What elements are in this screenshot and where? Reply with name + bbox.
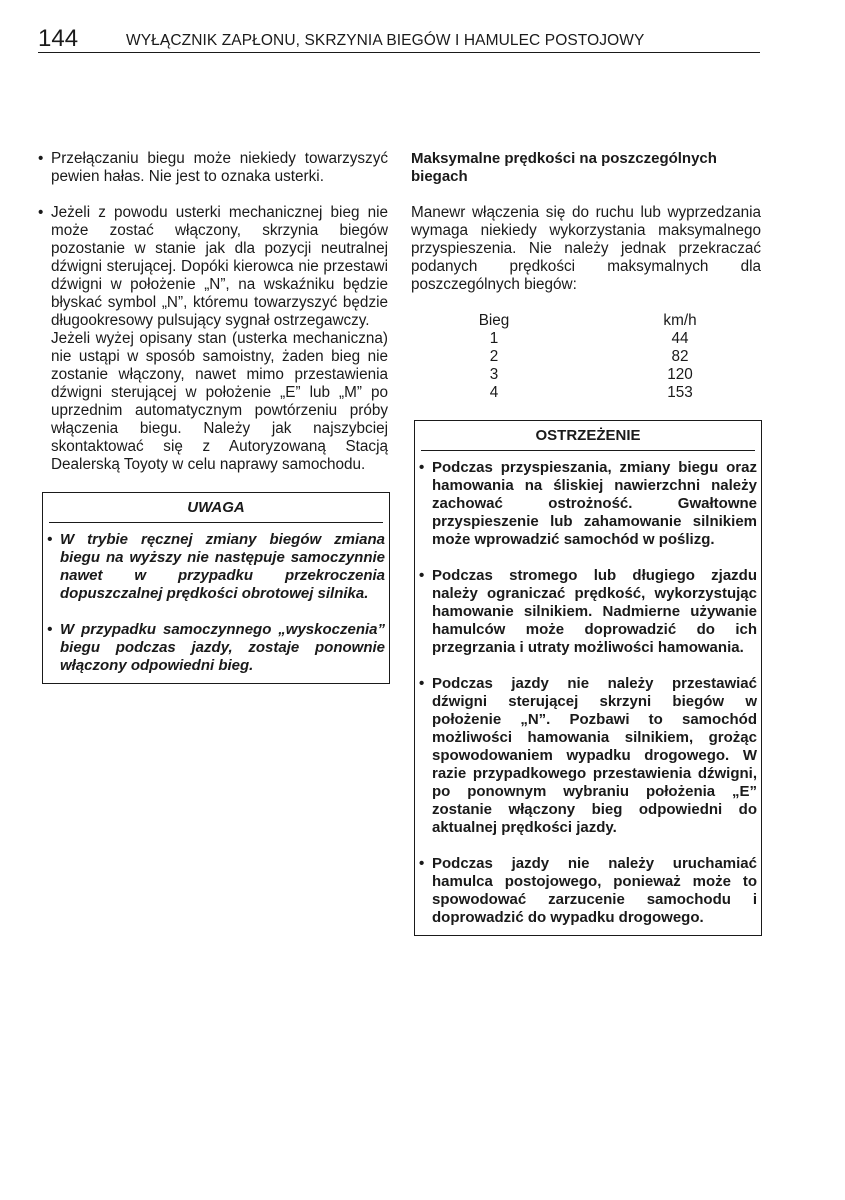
column-header-gear: Bieg (478, 312, 510, 329)
uwaga-item: • W przypadku samoczynnego „wyskoczenia” biegu podczas jazdy, zostaje ponownie włączony odpowiedni bieg. (47, 621, 385, 675)
table-header-row (475, 312, 710, 330)
table-row (475, 366, 710, 384)
page-header (38, 26, 760, 53)
ostrzezenie-divider (421, 450, 755, 451)
column-header-speed: km/h (663, 312, 697, 329)
section-title-max-speeds: Maksymalne prędkości na poszczególnych biegach (411, 150, 717, 185)
speed-cell: 82 (671, 348, 689, 365)
uwaga-box (42, 492, 390, 684)
bullet-gear-noise: • Przełączaniu biegu może niekiedy towarzyszyć pewien hałas. Nie jest to oznaka usterki. (38, 150, 388, 186)
uwaga-item: • W trybie ręcznej zmiany biegów zmiana biegu na wyższy nie następuje samoczynnie nawet w przypadku przekroczenia dopuszczalnej prędkości obrotowej silnika. (47, 531, 385, 603)
warning-item: • Podczas stromego lub długiego zjazdu należy ograniczać prędkość, wykorzystując hamowanie silnikiem. Nadmierne używanie hamulców może doprowadzić do ich przegrzania i utraty możliwości hamowania. (419, 567, 757, 657)
warning-item: • Podczas jazdy nie należy przestawiać dźwigni sterującej skrzyni biegów w położenie „N”. Pozbawi to samochód możliwości hamowania silnikiem, grożąc spowodowaniem wypadku drogowego. W razie przypadkowego przestawienia dźwigni, po ponownym wybraniu położenia „E” zostanie włączony bieg odpowiedni do aktualnej prędkości jazdy. (419, 675, 757, 837)
bullet-mechanical-fault: • Jeżeli z powodu usterki mechanicznej bieg nie może zostać włączony, skrzynia biegów pozostanie w stanie jak dla pozycji neutralnej dźwigni sterującej. Dopóki kierowca nie przestawi dźwigni w położenie „N”, na wskaźniku będzie błyskać symbol „N”, któremu towarzyszyć będzie długookresowy pulsujący sygnał ostrzegawczy. (38, 204, 388, 330)
warning-item: • Podczas jazdy nie należy uruchamiać hamulca postojowego, ponieważ może to spowodować zarzucenie samochodu i doprowadzić do wypadku drogowego. (419, 855, 757, 927)
gear-cell: 1 (489, 330, 499, 347)
max-speed-table (475, 312, 710, 402)
max-speed-intro: Manewr włączenia się do ruchu lub wyprzedzania wymaga niekiedy wykorzystania maksymalnego przyspieszenia. Nie należy jednak przekraczać podanych prędkości maksymalnych dla poszczególnych biegów: (411, 204, 761, 293)
ostrzezenie-title: OSTRZEŻENIE (535, 427, 641, 444)
gear-cell: 2 (489, 348, 499, 365)
page-number: 144 (38, 25, 79, 52)
gear-cell: 4 (489, 384, 499, 401)
table-row (475, 348, 710, 366)
warning-item: • Podczas przyspieszania, zmiany biegu oraz hamowania na śliskiej nawierzchni należy zachować ostrożność. Gwałtowne przyspieszenie lub zahamowanie silnikiem może wprowadzić samochód w poślizg. (419, 459, 757, 549)
speed-cell: 44 (671, 330, 689, 347)
table-row (475, 330, 710, 348)
right-column (411, 150, 761, 936)
left-column (38, 150, 388, 684)
table-row (475, 384, 710, 402)
bullet-mechanical-fault-continued: Jeżeli wyżej opisany stan (usterka mechaniczna) nie ustąpi w sposób samoistny, żaden bieg nie zostanie włączony, nawet mimo przestawienia dźwigni sterującej w położenie „E” lub „M” po uprzednim automatycznym powtórzeniu próby włączenia biegu. Należy jak najszybciej skontaktować się z Autoryzowaną Stacją Dealerską Toyoty w celu naprawy samochodu. (51, 330, 388, 473)
gear-cell: 3 (489, 366, 499, 383)
uwaga-divider (49, 522, 383, 523)
ostrzezenie-box (414, 420, 762, 936)
header-title: WYŁĄCZNIK ZAPŁONU, SKRZYNIA BIEGÓW I HAMULEC POSTOJOWY (126, 32, 645, 49)
uwaga-title: UWAGA (187, 499, 245, 516)
speed-cell: 120 (667, 366, 693, 383)
speed-cell: 153 (667, 384, 693, 401)
